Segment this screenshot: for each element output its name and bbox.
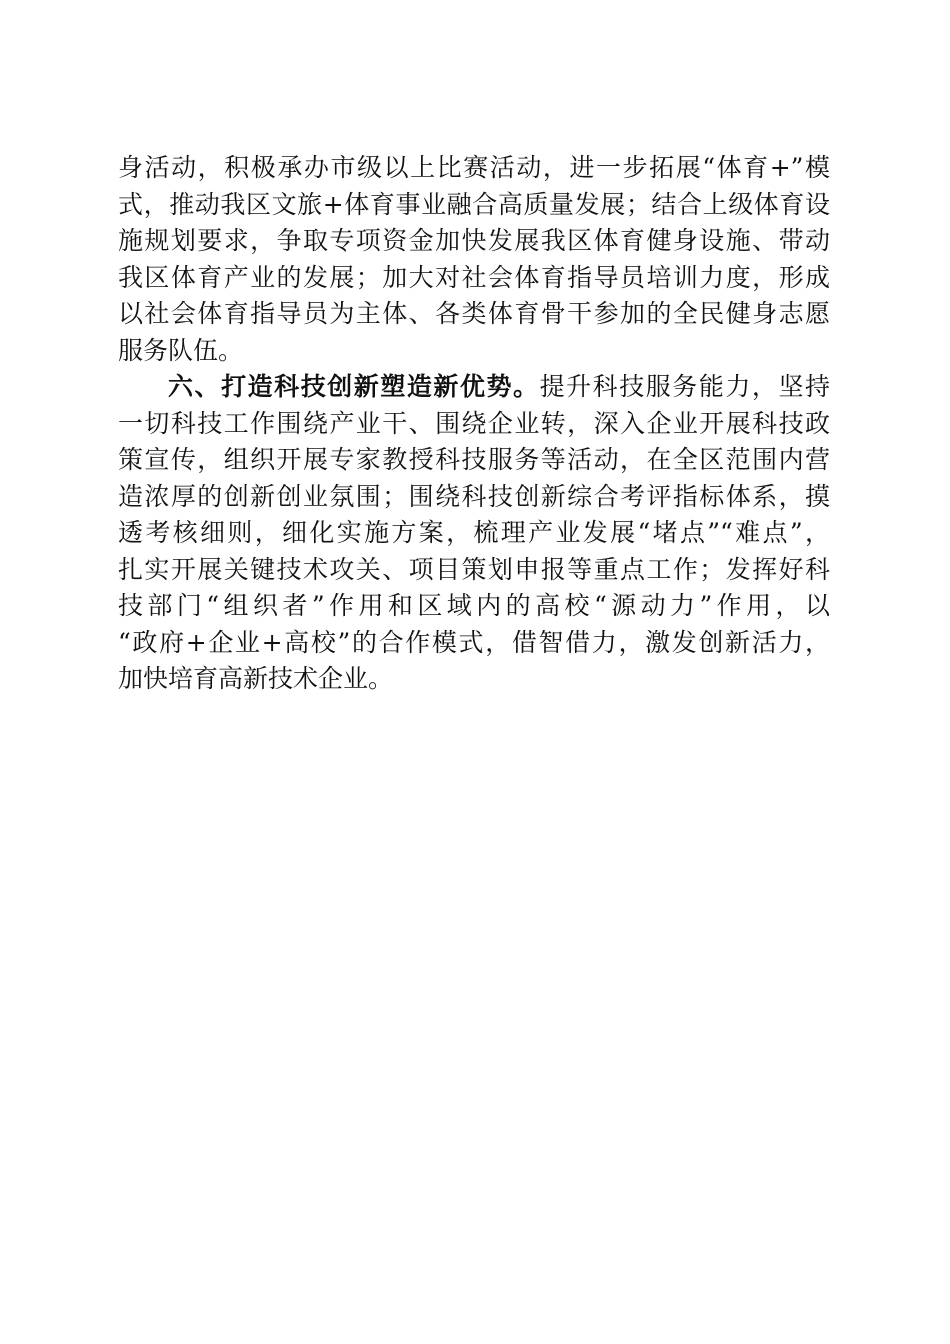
text-line: 透考核细则，细化实施方案，梳理产业发展“堵点”“难点”， <box>118 518 830 547</box>
paragraph-first-line <box>118 369 830 406</box>
text-run: 提升科技服务能力，坚持 <box>539 372 830 401</box>
document-body <box>118 150 830 698</box>
section-heading: 六、打造科技创新塑造新优势。 <box>168 372 540 401</box>
text-line: 身活动，积极承办市级以上比赛活动，进一步拓展“体育+”模 <box>118 153 830 182</box>
text-line: 加快培育高新技术企业。 <box>118 664 394 693</box>
text-line: 以社会体育指导员为主体、各类体育骨干参加的全民健身志愿 <box>118 299 830 328</box>
text-line: 一切科技工作围绕产业干、围绕企业转，深入企业开展科技政 <box>118 408 830 438</box>
paragraph-sports <box>118 150 830 369</box>
text-line: 服务队伍。 <box>118 335 244 365</box>
text-line: 造浓厚的创新创业氛围；围绕科技创新综合考评指标体系，摸 <box>118 481 830 511</box>
text-line: 技部门“组织者”作用和区域内的高校“源动力”作用，以 <box>118 591 830 620</box>
text-line: 施规划要求，争取专项资金加快发展我区体育健身设施、带动 <box>118 226 830 255</box>
text-line: 扎实开展关键技术攻关、项目策划申报等重点工作；发挥好科 <box>118 554 830 584</box>
text-line: 策宣传，组织开展专家教授科技服务等活动，在全区范围内营 <box>118 445 830 474</box>
paragraph-technology <box>118 369 830 698</box>
text-line: “政府+企业+高校”的合作模式，借智借力，激发创新活力， <box>118 627 830 657</box>
text-line: 我区体育产业的发展；加大对社会体育指导员培训力度，形成 <box>118 262 830 292</box>
text-line: 式，推动我区文旅+体育事业融合高质量发展；结合上级体育设 <box>118 189 830 219</box>
